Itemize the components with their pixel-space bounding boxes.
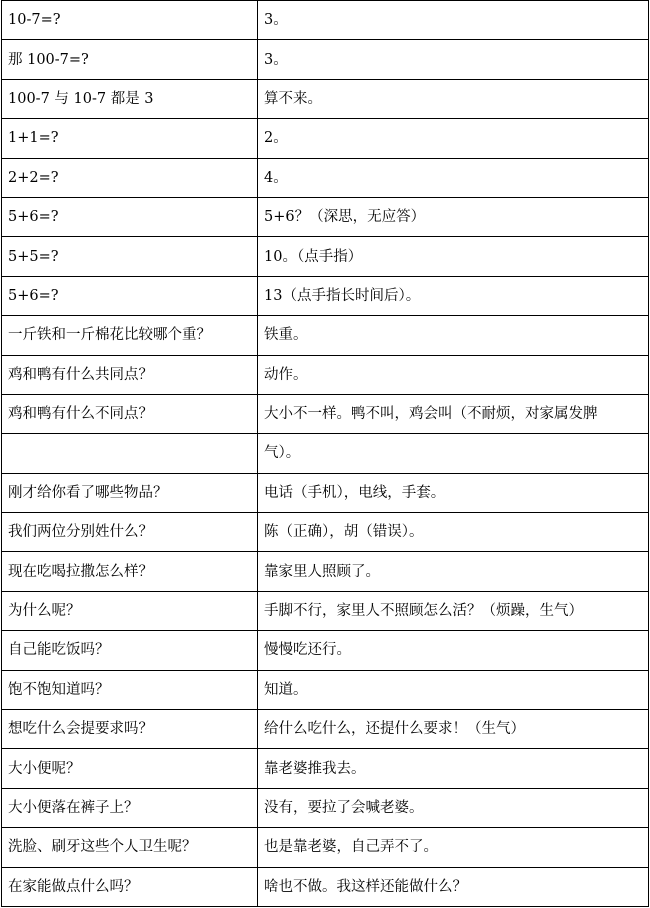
question-cell: 我们两位分别姓什么？ <box>2 513 258 552</box>
answer-cell: 手脚不行，家里人不照顾怎么活？（烦躁，生气） <box>258 591 649 630</box>
table-row <box>2 237 649 276</box>
answer-cell: 5+6？（深思，无应答） <box>258 197 649 236</box>
table-row <box>2 788 649 827</box>
answer-cell: 也是靠老婆，自己弄不了。 <box>258 828 649 867</box>
question-cell: 现在吃喝拉撒怎么样？ <box>2 552 258 591</box>
question-cell: 自己能吃饭吗？ <box>2 631 258 670</box>
answer-cell: 电话（手机），电线，手套。 <box>258 473 649 512</box>
table-row <box>2 749 649 788</box>
question-cell: 想吃什么会提要求吗？ <box>2 710 258 749</box>
table-row <box>2 828 649 867</box>
table-row <box>2 316 649 355</box>
table-row <box>2 591 649 630</box>
answer-cell: 3。 <box>258 1 649 40</box>
question-cell: 鸡和鸭有什么共同点？ <box>2 355 258 394</box>
answer-cell: 2。 <box>258 119 649 158</box>
question-cell: 5+6=? <box>2 276 258 315</box>
answer-cell: 给什么吃什么，还提什么要求！（生气） <box>258 710 649 749</box>
table-row <box>2 197 649 236</box>
answer-cell: 慢慢吃还行。 <box>258 631 649 670</box>
answer-cell: 陈（正确），胡（错误）。 <box>258 513 649 552</box>
answer-cell: 10。（点手指） <box>258 237 649 276</box>
table-row <box>2 434 649 473</box>
answer-cell: 算不来。 <box>258 79 649 118</box>
table-row <box>2 79 649 118</box>
question-cell: 为什么呢？ <box>2 591 258 630</box>
answer-cell: 大小不一样。鸭不叫，鸡会叫（不耐烦，对家属发脾 <box>258 394 649 433</box>
answer-cell: 靠家里人照顾了。 <box>258 552 649 591</box>
table-row <box>2 473 649 512</box>
question-cell: 1+1=? <box>2 119 258 158</box>
question-cell: 100-7 与 10-7 都是 3 <box>2 79 258 118</box>
table-row <box>2 710 649 749</box>
question-cell: 在家能做点什么吗？ <box>2 867 258 906</box>
table-row <box>2 867 649 906</box>
table-row <box>2 276 649 315</box>
table-row <box>2 513 649 552</box>
question-cell: 大小便呢？ <box>2 749 258 788</box>
question-cell: 5+5=? <box>2 237 258 276</box>
qa-table <box>1 0 649 907</box>
answer-cell: 靠老婆推我去。 <box>258 749 649 788</box>
answer-cell: 知道。 <box>258 670 649 709</box>
answer-cell: 啥也不做。我这样还能做什么？ <box>258 867 649 906</box>
table-row <box>2 1 649 40</box>
question-cell: 洗脸、刷牙这些个人卫生呢？ <box>2 828 258 867</box>
answer-cell: 3。 <box>258 40 649 79</box>
question-cell: 饱不饱知道吗？ <box>2 670 258 709</box>
table-row <box>2 394 649 433</box>
answer-cell: 动作。 <box>258 355 649 394</box>
answer-cell: 4。 <box>258 158 649 197</box>
answer-cell: 13（点手指长时间后）。 <box>258 276 649 315</box>
table-row <box>2 158 649 197</box>
question-cell: 鸡和鸭有什么不同点？ <box>2 394 258 433</box>
table-row <box>2 552 649 591</box>
question-cell: 5+6=? <box>2 197 258 236</box>
answer-cell: 气）。 <box>258 434 649 473</box>
table-row <box>2 40 649 79</box>
question-cell: 刚才给你看了哪些物品？ <box>2 473 258 512</box>
qa-table-body <box>2 1 649 907</box>
question-cell: 2+2=? <box>2 158 258 197</box>
table-row <box>2 670 649 709</box>
question-cell: 那 100-7=? <box>2 40 258 79</box>
question-cell: 10-7=? <box>2 1 258 40</box>
question-cell: 一斤铁和一斤棉花比较哪个重？ <box>2 316 258 355</box>
table-row <box>2 631 649 670</box>
answer-cell: 没有，要拉了会喊老婆。 <box>258 788 649 827</box>
table-row <box>2 355 649 394</box>
question-cell: 大小便落在裤子上？ <box>2 788 258 827</box>
table-row <box>2 119 649 158</box>
question-cell <box>2 434 258 473</box>
answer-cell: 铁重。 <box>258 316 649 355</box>
